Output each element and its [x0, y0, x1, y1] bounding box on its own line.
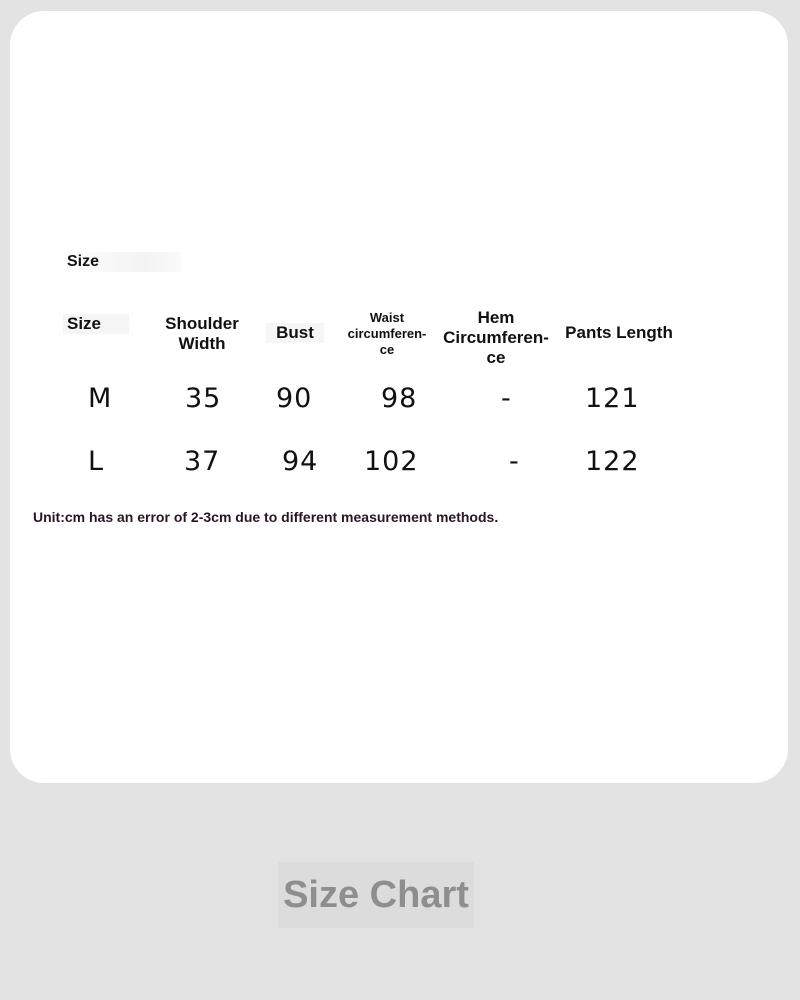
cell-pants: 121	[585, 383, 640, 414]
measurement-note: Unit:cm has an error of 2-3cm due to different measurement methods.	[33, 509, 499, 525]
cell-hem: -	[501, 383, 512, 414]
cell-size: M	[88, 383, 113, 414]
cell-waist: 102	[364, 446, 419, 477]
cell-bust: 90	[276, 383, 313, 414]
cell-hem: -	[509, 446, 520, 477]
header-pants-length: Pants Length	[565, 323, 673, 342]
section-label: Size	[63, 252, 181, 272]
header-bust: Bust	[266, 323, 324, 343]
size-chart-title: Size Chart	[278, 862, 474, 928]
cell-pants: 122	[585, 446, 640, 477]
cell-size: L	[88, 446, 105, 477]
cell-shoulder: 37	[184, 446, 221, 477]
cell-bust: 94	[282, 446, 319, 477]
header-hem-circumference: Hem Circumferen- ce	[443, 308, 549, 367]
header-waist-circumference: Waist circumferen- ce	[347, 310, 427, 357]
cell-shoulder: 35	[185, 383, 222, 414]
header-size: Size	[63, 314, 129, 334]
cell-waist: 98	[381, 383, 418, 414]
header-shoulder-width: Shoulder Width	[165, 314, 239, 353]
